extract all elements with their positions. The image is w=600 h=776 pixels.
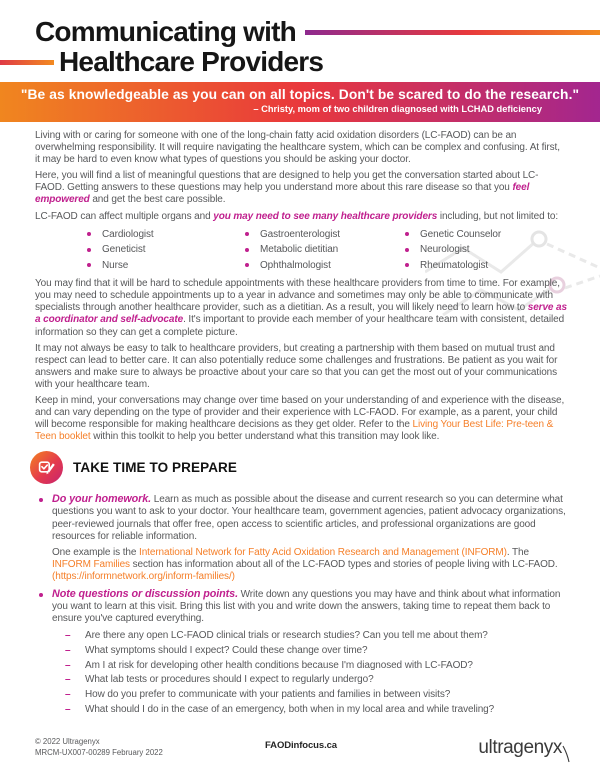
scheduling-emphasis: serve as a coordinator and self-advocate (35, 302, 567, 326)
question-text: How do you prefer to communicate with your patients and families in between visits? (85, 689, 451, 701)
page-title-line2: Healthcare Providers (59, 46, 324, 77)
list-item (245, 258, 405, 274)
bullet-dot-icon (39, 593, 43, 597)
bullet-dot-icon (405, 248, 409, 252)
list-item (65, 629, 567, 644)
example-text-mid: . The (506, 546, 529, 558)
dash-marker-icon: – (65, 630, 71, 642)
list-item (405, 258, 567, 274)
provider-label: Rheumatologist (420, 259, 489, 271)
provider-label: Ophthalmologist (260, 259, 331, 271)
intro-2-text-end: and get the best care possible. (89, 194, 226, 206)
inform-url-link[interactable]: (https://informnetwork.org/inform-families/) (52, 570, 235, 582)
provider-label: Geneticist (102, 244, 146, 256)
quote-banner (0, 82, 600, 122)
body-content (0, 122, 600, 718)
bullet-dot-icon (87, 263, 91, 267)
provider-label: Genetic Counselor (420, 228, 502, 240)
logo-swash-icon (562, 737, 570, 763)
checklist-pencil-icon (30, 451, 63, 484)
document-code: MRCM-UX007-00289 February 2022 (35, 747, 163, 757)
page-title-line1: Communicating with (35, 16, 296, 47)
provider-label: Neurologist (420, 244, 470, 256)
list-item (65, 688, 567, 703)
provider-label: Gastroenterologist (260, 228, 340, 240)
dash-marker-icon: – (65, 645, 71, 657)
dash-marker-icon: – (65, 689, 71, 701)
intro-3-text: LC-FAOD can affect multiple organs and (35, 210, 214, 222)
dash-marker-icon: – (65, 703, 71, 715)
paragraph-scheduling (35, 278, 567, 338)
list-item-note-questions (35, 588, 567, 625)
question-text: What lab tests or procedures should I expect to regularly undergo? (85, 674, 374, 686)
scheduling-text-end: . It's important to provide each member of your healthcare team with consistent, detailed information so they can get a complete picture. (35, 314, 565, 338)
copyright-text: © 2022 Ultragenyx (35, 737, 100, 746)
inform-families-link[interactable]: INFORM Families (52, 558, 130, 570)
prepare-section-title: TAKE TIME TO PREPARE (73, 459, 238, 475)
intro-3-text-end: including, but not limited to: (437, 210, 559, 222)
bullet-dot-icon (245, 248, 249, 252)
bullet-dot-icon (87, 248, 91, 252)
note-questions-text: Write down any questions you may have and think about what information you want to learn at this visit. Bring this list with you and write down the answers, taking time to repeat them back to ensure you've captured everything. (52, 589, 561, 625)
ultragenyx-logo (478, 737, 570, 763)
dash-marker-icon: – (65, 674, 71, 686)
list-item (87, 258, 245, 274)
list-item (65, 703, 567, 718)
gradient-rule-left (0, 60, 54, 65)
list-item (405, 227, 567, 243)
list-item (87, 227, 245, 243)
quote-text: "Be as knowledgeable as you can on all topics. Don't be scared to do the research." (20, 87, 580, 102)
paragraph-inform-example (52, 547, 567, 583)
intro-2-emphasis: feel empowered (35, 182, 530, 206)
question-text: Am I at risk for developing other health conditions because I'm diagnosed with LC-FAOD? (85, 659, 473, 671)
provider-label: Cardiologist (102, 228, 154, 240)
inform-network-link[interactable]: International Network for Fatty Acid Oxidation Research and Management (INFORM) (139, 546, 507, 558)
homework-lead: Do your homework. (52, 493, 152, 506)
dash-marker-icon: – (65, 659, 71, 671)
paragraph-intro-1: Living with or caring for someone with one of the long-chain fatty acid oxidation disorders (LC-FAOD) can be an overwhelming responsibility. It will require navigating the healthcare system, which can be complex and confusing. At first, it may be hard to even know what types of questions you should be asking your doctor. (35, 130, 560, 166)
paragraph-keep-in-mind (35, 395, 567, 443)
list-item (65, 644, 567, 659)
list-item (65, 659, 567, 674)
questions-list (65, 629, 567, 717)
logo-text: ultragenyx (478, 737, 562, 758)
intro-2-text: Here, you will find a list of meaningful questions that are designed to help you get the conversation started about LC-FAOD. Getting answers to these questions may help you understand more about this rare disease so that you (35, 170, 539, 194)
note-questions-lead: Note questions or discussion points. (52, 588, 238, 601)
keep-in-mind-text: Keep in mind, your conversations may change over time based on your understanding of and experience with the disease, and can vary depending on the type of provider and their experience with LC-FAOD. For example, as a parent, your child will become responsible for making healthcare decisions as they get older. Refer to the (35, 395, 565, 431)
example-text: One example is the (52, 546, 140, 558)
example-text-mid2: section has information about all of the LC-FAOD types and stories of people living with LC-FAOD. (129, 558, 558, 570)
homework-text: Learn as much as possible about the disease and current research so you can determine what questions you want to ask to your doctor. Your healthcare team, government agencies, patient advocacy organizations, peer-reviewed journals that offer free, open access to scientific articles, and professional organizations are good resources for reliable information. (52, 494, 566, 542)
question-text: Are there any open LC-FAOD clinical trials or research studies? Can you tell me about them? (85, 630, 488, 642)
list-item (87, 242, 245, 258)
list-item-do-your-homework (35, 493, 567, 542)
paragraph-intro-2 (35, 170, 567, 206)
provider-label: Metabolic dietitian (260, 244, 339, 256)
quote-attribution: – Christy, mom of two children diagnosed with LCHAD deficiency (253, 104, 542, 114)
bullet-dot-icon (405, 232, 409, 236)
paragraph-partnership: It may not always be easy to talk to healthcare providers, but creating a partnership with them based on mutual trust and respect can lead to better care. It can also potentially reduce some challenges and frustrations. Be patient as you wait for answers and make sure to always be proactive about your care so that you can get the most out of your communications with your healthcare team. (35, 342, 558, 390)
list-item (405, 242, 567, 258)
list-item (65, 673, 567, 688)
footer (0, 737, 600, 763)
scheduling-text: You may find that it will be hard to schedule appointments with these healthcare providers from time to time. For example, you may need to schedule appointments up to a year in advance and sometimes may only be able to communicate with specialists through another healthcare provider, such as a dietitian. As a result, you will likely need to learn how to (35, 278, 560, 314)
bullet-dot-icon (39, 498, 43, 502)
prepare-section-header (30, 451, 567, 484)
living-your-best-life-link[interactable]: Living Your Best Life: Pre-teen & Teen booklet (35, 419, 554, 443)
gradient-rule-right (305, 30, 600, 35)
provider-label: Nurse (102, 259, 129, 271)
list-item (245, 227, 405, 243)
bullet-dot-icon (405, 263, 409, 267)
bullet-dot-icon (87, 232, 91, 236)
header (0, 0, 600, 77)
footer-legal (35, 737, 265, 758)
keep-in-mind-text-end: within this toolkit to help you better understand what this transition may look like. (90, 431, 440, 443)
question-text: What should I do in the case of an emergency, both when in my local area and while traveling? (85, 703, 495, 715)
list-item (245, 242, 405, 258)
bullet-dot-icon (245, 263, 249, 267)
website-url: FAODinfocus.ca (265, 740, 337, 751)
provider-list (35, 227, 567, 274)
intro-3-emphasis: you may need to see many healthcare providers (213, 210, 438, 222)
question-text: What symptoms should I expect? Could these change over time? (85, 645, 368, 657)
bullet-dot-icon (245, 232, 249, 236)
paragraph-intro-3 (35, 211, 567, 223)
